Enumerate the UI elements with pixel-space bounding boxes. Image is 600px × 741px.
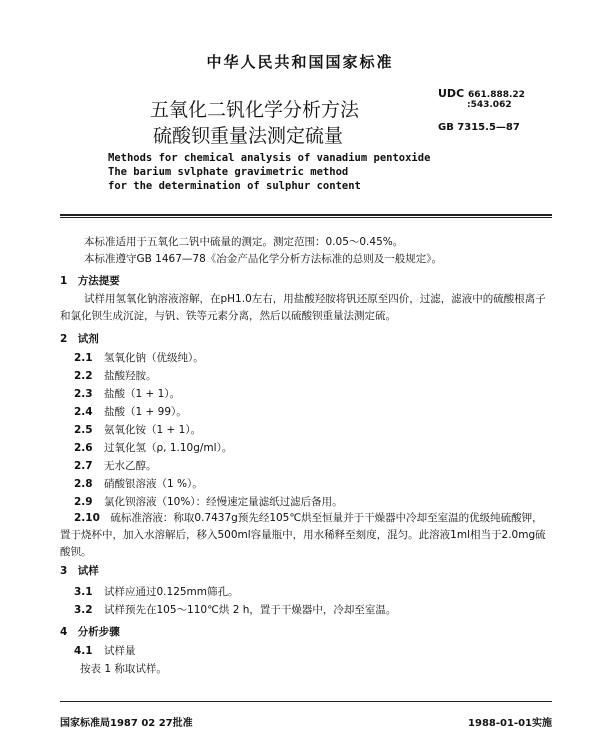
- reagent-item: 2.9 氯化钡溶液（10%）：经慢速定量滤纸过滤后备用。: [74, 496, 343, 508]
- reagent-item: 2.6 过氧化氢（ρ, 1.10g/ml）。: [74, 442, 233, 454]
- procedure-subtext: 按表 1 称取试样。: [80, 663, 167, 675]
- reagent-item-2-10: [60, 510, 552, 561]
- reagent-item: 2.5 氨氧化铵（1 + 1）。: [74, 424, 202, 436]
- title-rule-thick: [60, 214, 552, 216]
- section-3-heading: 3 试样: [60, 565, 99, 577]
- intro-compliance: 本标准遵守GB 1467—78《冶金产品化学分析方法标准的总则及一般规定》。: [84, 253, 443, 265]
- reagent-item: 2.3 盐酸（1 + 1）。: [74, 388, 181, 400]
- section-1-heading: 1 方法提要: [60, 275, 120, 287]
- english-title-line1: Methods for chemical analysis of vanadium pentoxide: [108, 152, 431, 164]
- footer-rule: [60, 701, 552, 702]
- reagent-item: 2.1 氢氧化钠（优级纯）。: [74, 352, 204, 364]
- udc-number: 661.888.22: [467, 90, 525, 100]
- intro-scope: 本标准适用于五氧化二钒中硫量的测定。测定范围：0.05～0.45%。: [84, 236, 404, 248]
- sample-item: 3.1 试样应通过0.125mm筛孔。: [74, 586, 239, 598]
- footer-implementation: 1988-01-01实施: [468, 718, 552, 729]
- english-title-line2: The barium svlphate gravimetric method: [108, 166, 349, 178]
- reagent-item-2-10-number: 2.10: [74, 512, 100, 524]
- udc-label: UDC: [438, 87, 465, 100]
- section-2-heading: 2 试剂: [60, 333, 99, 345]
- footer-approval: 国家标准局1987 02 27批准: [60, 718, 193, 729]
- reagent-item: 2.7 无水乙醇。: [74, 460, 157, 472]
- sample-item: 3.2 试样预先在105～110℃烘 2 h，置于干燥器中，冷却至室温。: [74, 604, 397, 616]
- standard-header: 中华人民共和国国家标准: [206, 53, 394, 71]
- reagent-item: 2.2 盐酸羟胺。: [74, 370, 157, 382]
- title-chinese-line2: 硫酸钡重量法测定硫量: [153, 125, 344, 147]
- english-title-line3: for the determination of sulphur content: [108, 180, 361, 192]
- udc-number-2: :543.062: [467, 100, 512, 110]
- reagent-item: 2.8 硝酸银溶液（1 %）。: [74, 478, 203, 490]
- title-chinese-line1: 五氧化二钒化学分析方法: [150, 99, 360, 121]
- section-4-heading: 4 分析步骤: [60, 626, 120, 638]
- section-1-text: 试样用氢氧化钠溶液溶解，在pH1.0左右，用盐酸羟胺将钒还原至四价，过滤，滤液中的硫酸根离子和氯化钡生成沉淀，与钒、铁等元素分离，然后以硫酸钡重量法测定硫。: [60, 293, 546, 322]
- procedure-item: 4.1 试样量: [74, 645, 136, 657]
- reagent-item: 2.4 盐酸（1 + 99）。: [74, 406, 187, 418]
- title-rule-thin: [60, 217, 552, 218]
- gb-code: GB 7315.5—87: [438, 122, 520, 133]
- reagent-item-2-10-text: 硫标准溶液：称取0.7437g预先经105℃烘至恒量并于干燥器中冷却至室温的优级纯硫酸钾，置于烧杯中，加入水溶解后，移入500ml容量瓶中，用水稀释至刻度，混匀。此溶液1ml相当于2.0mg硫酸钡。: [60, 512, 546, 558]
